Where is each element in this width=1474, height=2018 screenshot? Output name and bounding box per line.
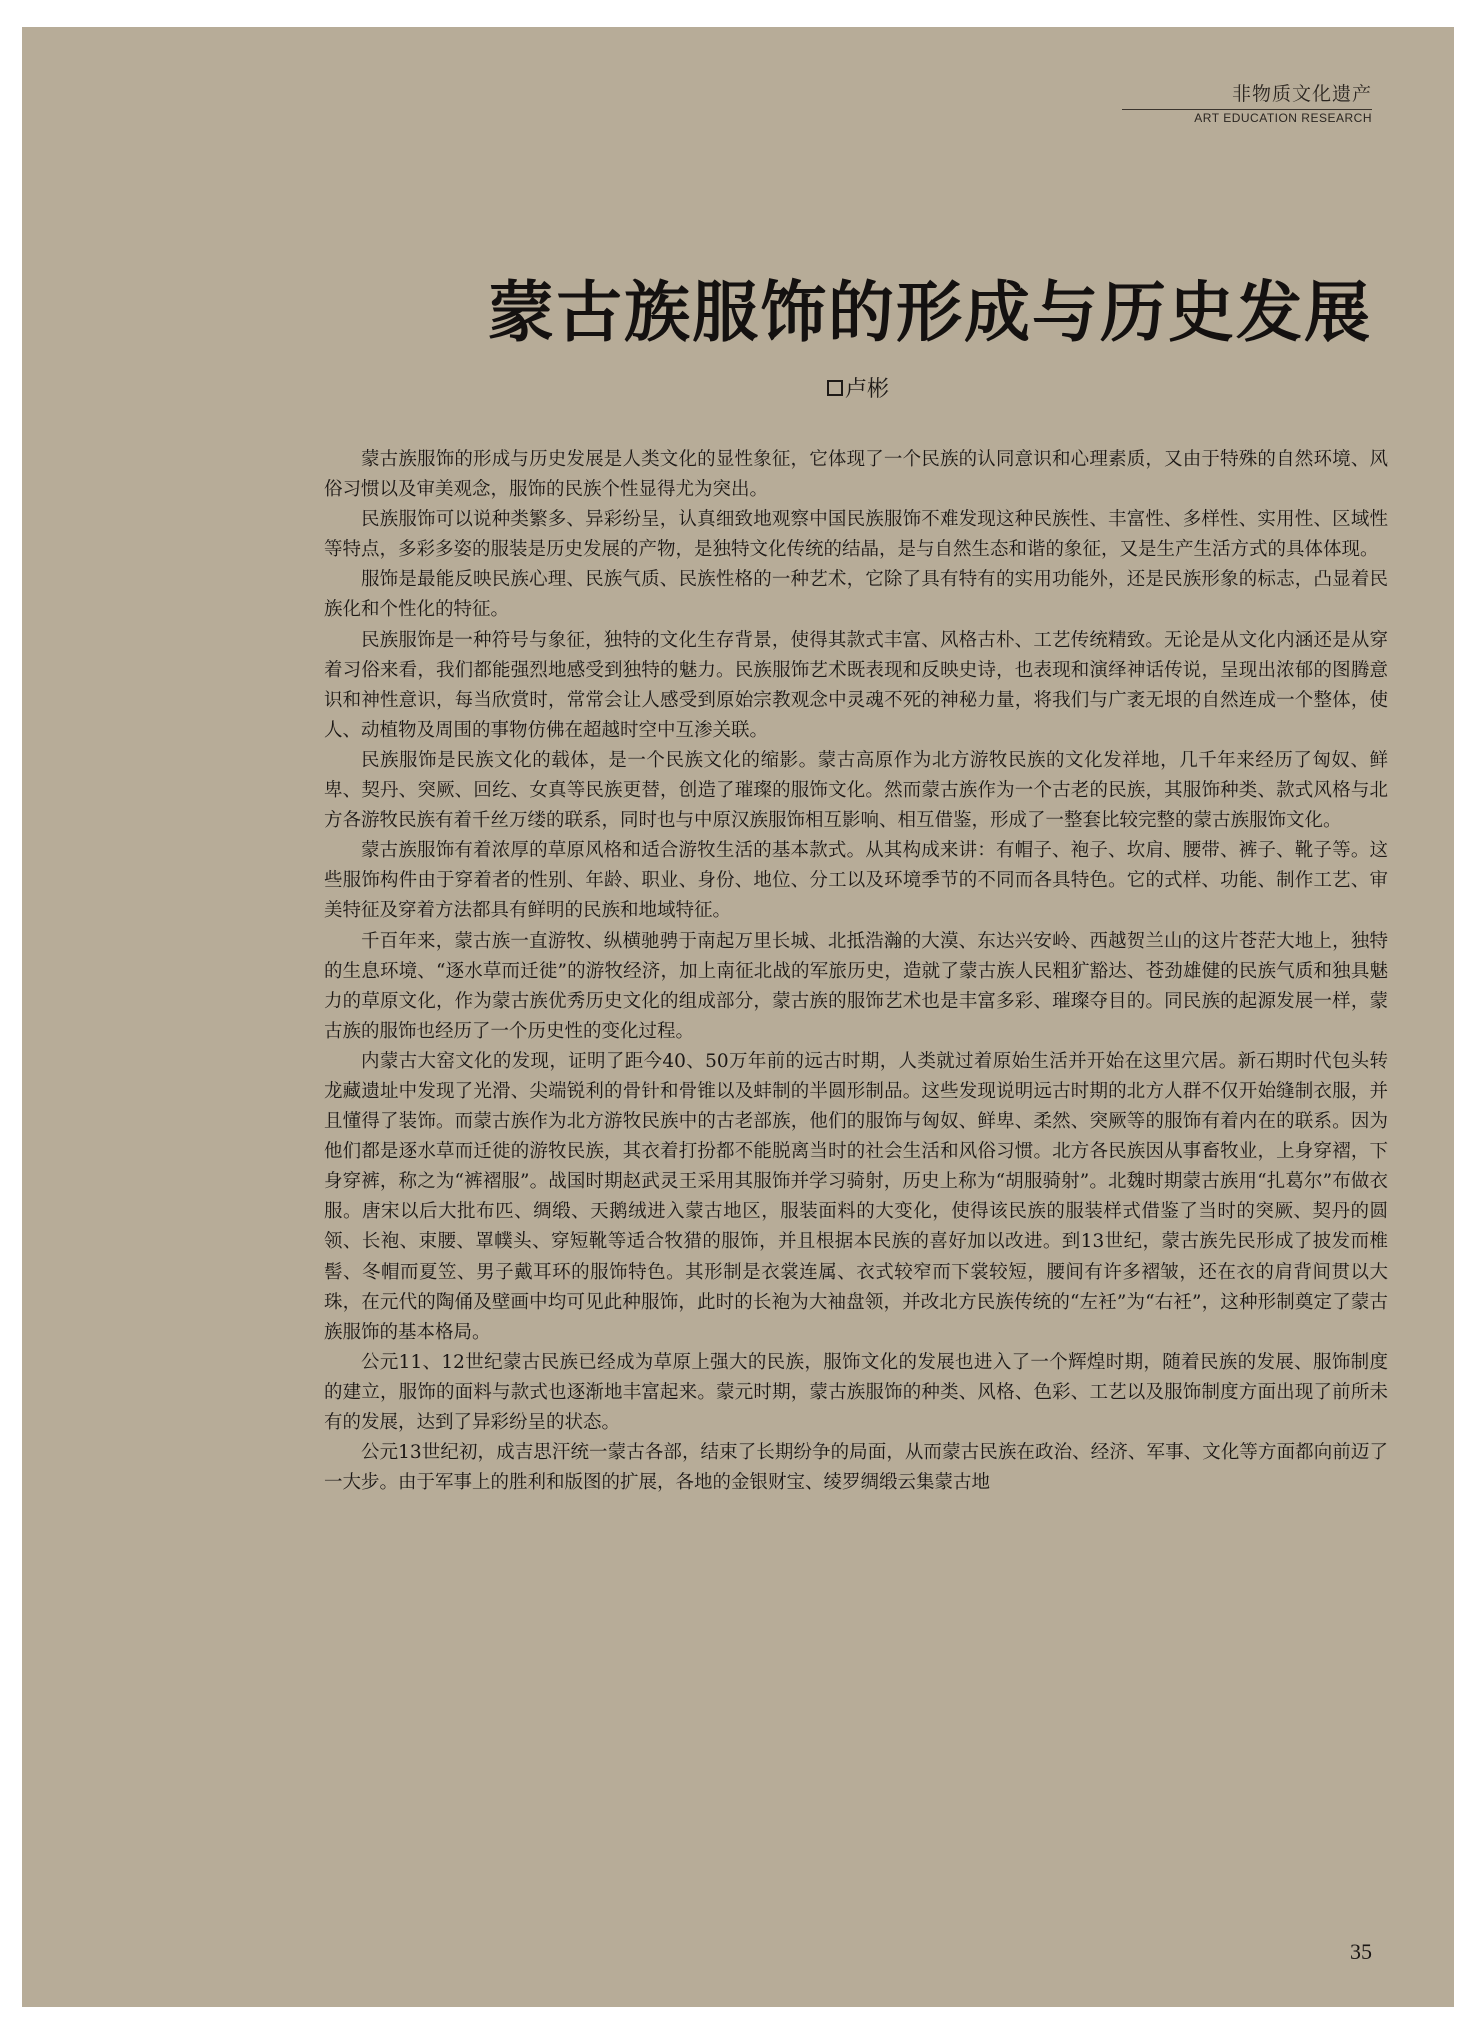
paragraph: 民族服饰是一种符号与象征，独特的文化生存背景，使得其款式丰富、风格古朴、工艺传统精致。无论是从文化内涵还是从穿着习俗来看，我们都能强烈地感受到独特的魅力。民族服饰艺术既表现和反映史诗，也表现和演绎神话传说，呈现出浓郁的图腾意识和神性意识，每当欣赏时，常常会让人感受到原始宗教观念中灵魂不死的神秘力量，将我们与广袤无垠的自然连成一个整体，使人、动植物及周围的事物仿佛在超越时空中互渗关联。 [324, 629, 1388, 741]
paragraph: 服饰是最能反映民族心理、民族气质、民族性格的一种艺术，它除了具有特有的实用功能外，还是民族形象的标志，凸显着民族化和个性化的特征。 [324, 569, 1388, 621]
paragraph: 蒙古族服饰的形成与历史发展是人类文化的显性象征，它体现了一个民族的认同意识和心理素质，又由于特殊的自然环境、风俗习惯以及审美观念，服饰的民族个性显得尤为突出。 [324, 449, 1388, 501]
journal-name: ART EDUCATION RESEARCH [1194, 111, 1372, 125]
article-body [324, 445, 1388, 1498]
paragraph: 内蒙古大窑文化的发现，证明了距今40、50万年前的远古时期，人类就过着原始生活并开始在这里穴居。新石期时代包头转龙藏遗址中发现了光滑、尖端锐利的骨针和骨锥以及蚌制的半圆形制品。这些发现说明远古时期的北方人群不仅开始缝制衣服，并且懂得了装饰。而蒙古族作为北方游牧民族中的古老部族，他们的服饰与匈奴、鲜卑、柔然、突厥等的服饰有着内在的联系。因为他们都是逐水草而迁徙的游牧民族，其衣着打扮都不能脱离当时的社会生活和风俗习惯。北方各民族因从事畜牧业，上身穿褶，下身穿裤，称之为“裤褶服”。战国时期赵武灵王采用其服饰并学习骑射，历史上称为“胡服骑射”。北魏时期蒙古族用“扎葛尔”布做衣服。唐宋以后大批布匹、绸缎、天鹅绒进入蒙古地区，服装面料的大变化，使得该民族的服装样式借鉴了当时的突厥、契丹的圆领、长袍、束腰、罩幞头、穿短靴等适合牧猎的服饰，并且根据本民族的喜好加以改进。到13世纪，蒙古族先民形成了披发而椎髻、冬帽而夏笠、男子戴耳环的服饰特色。其形制是衣裳连属、衣式较窄而下裳较短，腰间有许多褶皱，还在衣的肩背间贯以大珠，在元代的陶俑及壁画中均可见此种服饰，此时的长袍为大袖盘领，并改北方民族传统的“左衽”为“右衽”，这种形制奠定了蒙古族服饰的基本格局。 [324, 1050, 1388, 1343]
paragraph: 公元11、12世纪蒙古民族已经成为草原上强大的民族，服饰文化的发展也进入了一个辉煌时期，随着民族的发展、服饰制度的建立，服饰的面料与款式也逐渐地丰富起来。蒙元时期，蒙古族服饰的种类、风格、色彩、工艺以及服饰制度方面出现了前所未有的发展，达到了异彩纷呈的状态。 [324, 1351, 1388, 1433]
page-number: 35 [1350, 1939, 1372, 1964]
author-line [827, 372, 889, 403]
article-title: 蒙古族服饰的形成与历史发展 [488, 273, 1372, 351]
paragraph: 民族服饰是民族文化的载体，是一个民族文化的缩影。蒙古高原作为北方游牧民族的文化发祥地，几千年来经历了匈奴、鲜卑、契丹、突厥、回纥、女真等民族更替，创造了璀璨的服饰文化。然而蒙古族作为一个古老的民族，其服饰种类、款式风格与北方各游牧民族有着千丝万缕的联系，同时也与中原汉族服饰相互影响、相互借鉴，形成了一整套比较完整的蒙古族服饰文化。 [324, 749, 1388, 832]
paragraph: 蒙古族服饰有着浓厚的草原风格和适合游牧生活的基本款式。从其构成来讲：有帽子、袍子、坎肩、腰带、裤子、靴子等。这些服饰构件由于穿着者的性别、年龄、职业、身份、地位、分工以及环境季节的不同而各具特色。它的式样、功能、制作工艺、审美特征及穿着方法都具有鲜明的民族和地域特征。 [324, 840, 1388, 922]
paragraph: 民族服饰可以说种类繁多、异彩纷呈，认真细致地观察中国民族服饰不难发现这种民族性、丰富性、多样性、实用性、区域性等特点，多彩多姿的服装是历史发展的产物，是独特文化传统的结晶，是与自然生态和谐的象征，又是生产生活方式的具体体现。 [324, 509, 1388, 561]
paragraph: 公元13世纪初，成吉思汗统一蒙古各部，结束了长期纷争的局面，从而蒙古民族在政治、经济、军事、文化等方面都向前迈了一大步。由于军事上的胜利和版图的扩展，各地的金银财宝、绫罗绸缎云集蒙古地 [324, 1442, 1388, 1494]
paragraph: 千百年来，蒙古族一直游牧、纵横驰骋于南起万里长城、北抵浩瀚的大漠、东达兴安岭、西越贺兰山的这片苍茫大地上，独特的生息环境、“逐水草而迁徙”的游牧经济，加上南征北战的军旅历史，造就了蒙古族人民粗犷豁达、苍劲雄健的民族气质和独具魅力的草原文化，作为蒙古族优秀历史文化的组成部分，蒙古族的服饰艺术也是丰富多彩、璀璨夺目的。同民族的起源发展一样，蒙古族的服饰也经历了一个历史性的变化过程。 [324, 930, 1388, 1042]
author-box-icon [827, 380, 843, 396]
author-name: 卢彬 [845, 377, 890, 402]
header-divider [1122, 109, 1372, 110]
journal-page [22, 27, 1454, 2007]
section-label: 非物质文化遗产 [1231, 83, 1372, 105]
